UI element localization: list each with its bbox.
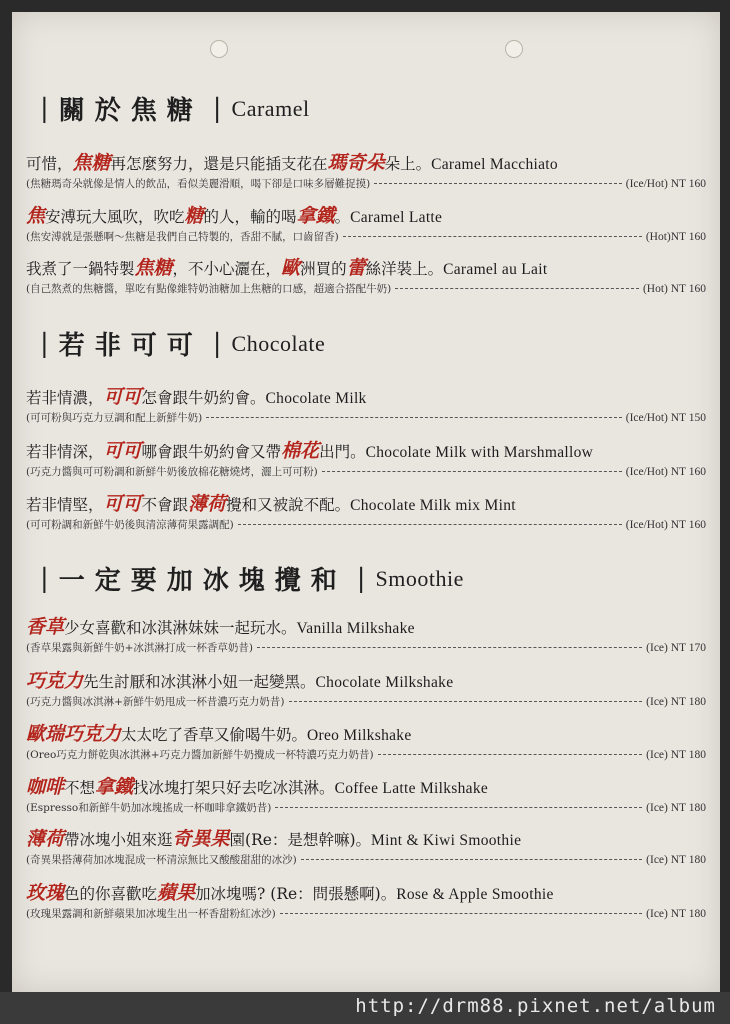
menu-item [26, 670, 706, 709]
item-description: (香草果露與新鮮牛奶+冰淇淋打成一杯香草奶昔) [26, 642, 253, 654]
menu-item-title [26, 440, 706, 464]
item-price: (Hot) NT 160 [642, 283, 706, 295]
english-name: Oreo Milkshake [307, 727, 412, 744]
english-name: Rose & Apple Smoothie [396, 886, 554, 903]
dotted-leader [289, 701, 643, 702]
menu-item-title [26, 616, 706, 640]
title-text: 安溥玩大風吹，吹吃 [45, 208, 185, 226]
item-price: (Ice) NT 180 [646, 908, 706, 920]
english-name: Caramel Macchiato [431, 156, 558, 173]
item-price: (Ice/Hot) NT 160 [625, 178, 706, 190]
menu-item [26, 440, 706, 479]
highlight-word: 拿鐵 [95, 776, 134, 798]
item-price: (Ice) NT 180 [646, 696, 706, 708]
menu-item-title [26, 205, 706, 229]
highlight-word: 焦糖 [134, 257, 173, 279]
watermark-url: http://drm88.pixnet.net/album [355, 995, 716, 1017]
title-text: 怎會跟牛奶約會。 [141, 389, 266, 407]
section-title-zh: 若非可可 [58, 331, 203, 361]
english-name: Caramel au Lait [443, 261, 548, 278]
title-text: 可惜， [26, 155, 73, 173]
highlight-word: 玫瑰 [26, 882, 65, 904]
highlight-word: 糖 [184, 205, 204, 227]
menu-item [26, 828, 706, 867]
menu-item-detail [26, 641, 706, 655]
menu-item-detail [26, 748, 706, 762]
menu-page [12, 12, 720, 992]
item-price: (Ice) NT 180 [646, 854, 706, 866]
menu-item-title [26, 776, 706, 800]
dotted-leader [275, 807, 642, 808]
highlight-word: 香草 [26, 616, 65, 638]
menu-item-title [26, 493, 706, 517]
section-title-zh: 關於焦糖 [58, 96, 203, 126]
menu-item [26, 493, 706, 532]
title-text: 若非情濃， [26, 389, 104, 407]
menu-item-title [26, 152, 706, 176]
item-description: (可可粉調和新鮮牛奶後與清涼薄荷果露調配) [26, 519, 234, 531]
dotted-leader [280, 913, 642, 914]
title-text: 少女喜歡和冰淇淋妹妹一起玩水。 [64, 619, 297, 637]
menu-item [26, 205, 706, 244]
menu-item-detail [26, 907, 706, 921]
dotted-leader [206, 417, 622, 418]
title-text: 園(Re：是想幹嘛)。 [229, 831, 371, 849]
english-name: Chocolate Milkshake [315, 674, 454, 691]
item-description: (巧克力醬與冰淇淋+新鮮牛奶甩成一杯昔濃巧克力奶昔) [26, 696, 285, 708]
title-text: 加冰塊嗎? (Re：問張懸啊)。 [195, 885, 397, 903]
title-text: 出門。 [319, 443, 366, 461]
title-text: 不會跟 [141, 496, 189, 514]
divider-bar: | [40, 563, 49, 594]
binder-hole [210, 40, 228, 58]
title-text: 。 [334, 208, 351, 226]
item-price: (Ice) NT 180 [646, 802, 706, 814]
highlight-word: 焦糖 [72, 152, 111, 174]
title-text: 先生討厭和冰淇淋小妞一起變黑。 [83, 673, 316, 691]
highlight-word: 棉花 [281, 440, 320, 462]
highlight-word: 蘋果 [157, 882, 196, 904]
title-text: 再怎麼努力，還是只能插支花在 [110, 155, 328, 173]
title-text: 的人，輸的喝 [203, 208, 297, 226]
menu-item [26, 723, 706, 762]
highlight-word: 瑪奇朵 [327, 152, 385, 174]
title-text: 帶冰塊小姐來逛 [64, 831, 173, 849]
divider-bar: | [212, 328, 222, 359]
divider-bar: | [212, 93, 222, 124]
title-text: ，不小心灑在， [172, 260, 282, 278]
highlight-word: 薄荷 [188, 493, 227, 515]
dotted-leader [238, 524, 622, 525]
section-title-en: Smoothie [375, 565, 464, 591]
dotted-leader [343, 236, 642, 237]
menu-item-detail [26, 282, 706, 296]
item-price: (Ice) NT 170 [646, 642, 706, 654]
item-description: (Oreo巧克力餅乾與冰淇淋+巧克力醬加新鮮牛奶攪成一杯特濃巧克力奶昔) [26, 749, 374, 761]
menu-item-title [26, 386, 706, 410]
menu-item-detail [26, 411, 706, 425]
section-title-zh: 一定要加冰塊攪和 [58, 566, 347, 596]
highlight-word: 奇異果 [172, 828, 230, 850]
highlight-word: 可可 [103, 386, 142, 408]
divider-bar: | [40, 93, 49, 124]
title-text: 若非情深， [26, 443, 104, 461]
menu-item-detail [26, 465, 706, 479]
menu-item-detail [26, 801, 706, 815]
dotted-leader [395, 288, 639, 289]
divider-bar: | [40, 328, 49, 359]
title-text: 太太吃了香草又偷喝牛奶。 [121, 726, 308, 744]
section-title-en: Chocolate [231, 330, 326, 356]
section-heading [30, 325, 325, 362]
section-title-en: Caramel [231, 95, 310, 121]
menu-item [26, 152, 706, 191]
title-text: 絲洋裝上。 [365, 260, 444, 278]
title-text: 色的你喜歡吃 [64, 885, 158, 903]
menu-item [26, 616, 706, 655]
item-description: (奇異果搭薄荷加冰塊混成一杯清涼無比又酸酸甜甜的冰沙) [26, 854, 297, 866]
menu-item-detail [26, 695, 706, 709]
item-price: (Ice/Hot) NT 160 [625, 519, 706, 531]
dotted-leader [322, 471, 622, 472]
title-text: 攪和又被說不配。 [226, 496, 351, 514]
item-description: (焦糖瑪奇朵就像是情人的飲品，看似美麗滑順，喝下卻是口味多層難捉摸) [26, 178, 371, 190]
dotted-leader [257, 647, 642, 648]
english-name: Chocolate Milk mix Mint [350, 497, 516, 514]
binder-hole [505, 40, 523, 58]
menu-item [26, 257, 706, 296]
watermark-bar [0, 992, 730, 1024]
menu-item-title [26, 670, 706, 694]
menu-item-title [26, 828, 706, 852]
item-description: (玫瑰果露調和新鮮蘋果加冰塊生出一杯香甜粉紅冰沙) [26, 908, 276, 920]
highlight-word: 拿鐵 [296, 205, 335, 227]
highlight-word: 蕾 [346, 257, 366, 279]
dotted-leader [378, 754, 643, 755]
highlight-word: 巧克力 [26, 670, 84, 692]
highlight-word: 可可 [103, 440, 142, 462]
item-description: (焦安溥就是張懸啊～焦糖是我們自己特製的，香甜不膩，口齒留香) [26, 231, 339, 243]
divider-bar: | [356, 563, 366, 594]
menu-item [26, 776, 706, 815]
english-name: Vanilla Milkshake [296, 620, 415, 637]
section-heading [30, 90, 310, 127]
menu-item-title [26, 723, 706, 747]
english-name: Chocolate Milk with Marshmallow [365, 444, 594, 461]
title-text: 我煮了一鍋特製 [26, 260, 135, 278]
item-description: (可可粉與巧克力豆調和配上新鮮牛奶) [26, 412, 203, 424]
highlight-word: 咖啡 [26, 776, 65, 798]
menu-item-title [26, 882, 706, 906]
section-heading [30, 560, 464, 597]
item-description: (巧克力醬與可可粉調和新鮮牛奶後放棉花糖燒烤，灑上可可粉) [26, 466, 318, 478]
title-text: 若非情堅， [26, 496, 104, 514]
menu-item [26, 386, 706, 425]
item-price: (Ice/Hot) NT 160 [625, 466, 706, 478]
english-name: Mint & Kiwi Smoothie [371, 832, 522, 849]
dotted-leader [301, 859, 642, 860]
menu-item-detail [26, 853, 706, 867]
menu-item-title [26, 257, 706, 281]
highlight-word: 歐瑞巧克力 [26, 723, 122, 745]
highlight-word: 歐 [281, 257, 301, 279]
dotted-leader [374, 183, 622, 184]
menu-item-detail [26, 518, 706, 532]
title-text: 洲買的 [300, 260, 347, 278]
title-text: 不想 [64, 779, 96, 797]
title-text: 找冰塊打架只好去吃冰淇淋。 [133, 779, 335, 797]
highlight-word: 薄荷 [26, 828, 65, 850]
menu-item-detail [26, 230, 706, 244]
title-text: 朵上。 [384, 155, 432, 173]
menu-item-detail [26, 177, 706, 191]
item-price: (Ice) NT 180 [646, 749, 706, 761]
item-description: (Espresso和新鮮牛奶加冰塊搖成一杯咖啡拿鐵奶昔) [26, 802, 272, 814]
english-name: Caramel Latte [350, 209, 443, 226]
highlight-word: 可可 [103, 493, 142, 515]
item-description: (自己熬煮的焦糖醬，單吃有點像維特奶油糖加上焦糖的口感，超適合搭配牛奶) [26, 283, 392, 295]
item-price: (Hot)NT 160 [645, 231, 706, 243]
english-name: Chocolate Milk [265, 390, 367, 407]
english-name: Coffee Latte Milkshake [334, 780, 489, 797]
title-text: 哪會跟牛奶約會又帶 [141, 443, 282, 461]
item-price: (Ice/Hot) NT 150 [625, 412, 706, 424]
menu-item [26, 882, 706, 921]
highlight-word: 焦 [26, 205, 46, 227]
